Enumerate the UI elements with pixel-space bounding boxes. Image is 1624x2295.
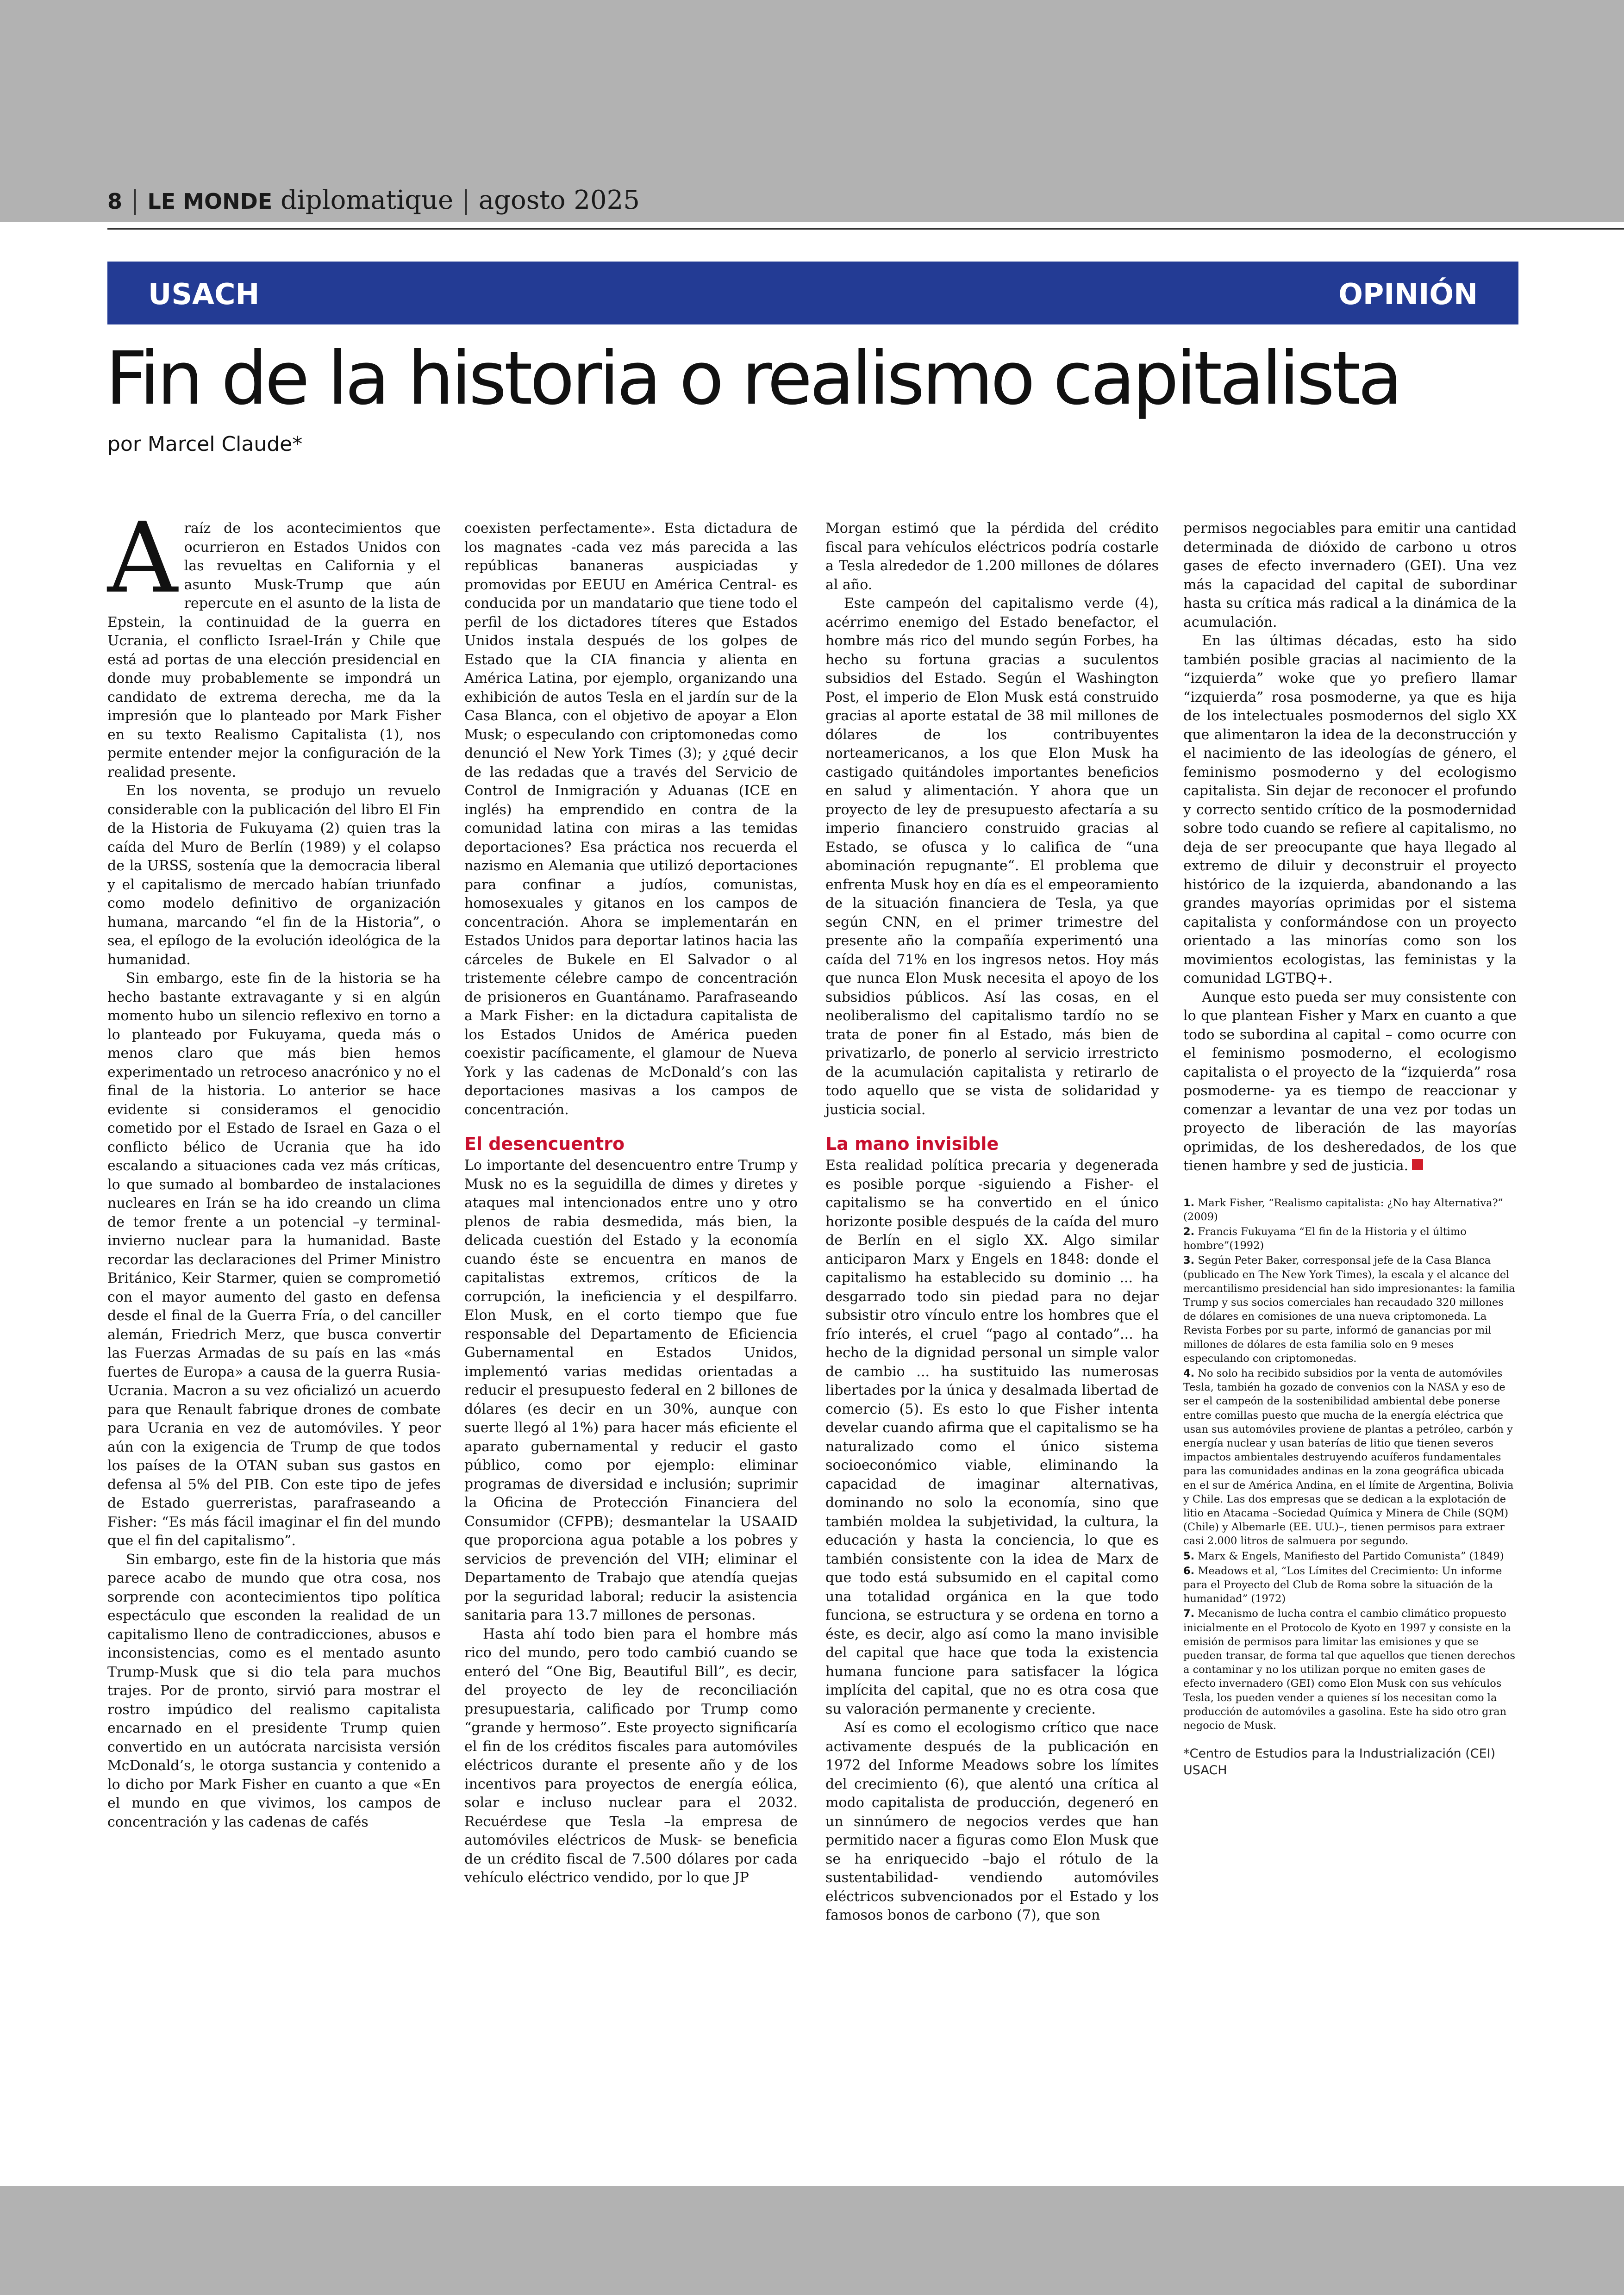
footnote: 4. No solo ha recibido subsidios por la venta de automóviles Tesla, también ha gozado de convenios con la NASA y eso de ser el campeón de la sostenibilidad ambiental debe ponerse entre comillas puesto que mucha de la energía eléctrica que usan sus automóviles proviene de plantas a petróleo, carbón y energía nuclear y usan baterías de litio que tienen severos impactos ambientales destruyendo acuíferos fundamentales para las comunidades andinas en la zona geográfica ubicada en el sur de América Andina, en el límite de Argentina, Bolivia y Chile. Las dos empresas que se dedican a la explotación de litio en Atacama –Sociedad Química y Minera de Chile (SQM) (Chile) y Albemarle (EE. UU.)–, tienen permisos para extraer casi 2.000 litros de salmuera por segundo.: [1183, 1367, 1514, 1547]
author-affiliation: *Centro de Estudios para la Industrialización (CEI) USACH: [1183, 1746, 1496, 1778]
paragraph: Lo importante del desencuentro entre Trump y Musk no es la seguidilla de dimes y diretes y ataques mal intencionados entre uno y otro plenos de rabia desmedida, más bien, la delicada cuestión del Estado y la economía cuando éste se encuentra en manos de capitalistas extremos, críticos de la corrupción, la ineficiencia y el despilfarro. Elon Musk, en el corto tiempo que fue responsable del Departamento de Eficiencia Gubernamental en Estados Unidos, implementó varias medidas orientadas a reducir el presupuesto federal en 2 billones de dólares (es decir en un 30%, aunque con suerte llegó al 1%) para hacer más eficiente el aparato gubernamental y reducir el gasto público, como por ejemplo: eliminar programas de diversidad e inclusión; suprimir la Oficina de Protección Financiera del Consumidor (CFPB); desmantelar la USAAID que proporciona agua potable a los pobres y servicios de prevención del VIH; eliminar el Departamento de Trabajo que atendía quejas por la seguridad laboral; reducir la asistencia sanitaria para 13.7 millones de personas.: [464, 1157, 798, 1623]
publication-subname: diplomatique: [281, 185, 454, 215]
column-1: [107, 501, 441, 1832]
paragraph: Este campeón del capitalismo verde (4), acérrimo enemigo del Estado benefactor, el hombre más rico del mundo según Forbes, ha hecho su fortuna gracias a suculentos subsidios del Estado. Según el Washington Post, el imperio de Elon Musk está construido gracias al aporte estatal de 38 mil millones de dólares de los contribuyentes norteamericanos, a los que Elon Musk ha castigado quitándoles importantes beneficios en salud y alimentación. Y ahora que un proyecto de ley de presupuesto afectaría a su imperio financiero construido gracias al Estado, se ofusca y lo califica de “una abominación repugnante“. El problema que enfrenta Musk hoy en día es el empeoramiento de la situación financiera de Tesla, ya que según CNN, en el primer trimestre del presente año la compañía experimentó una caída del 71% en los ingresos netos. Hoy más que nunca Elon Musk necesita el apoyo de los subsidios públicos. Así las cosas, en el neoliberalismo del capitalismo tardío no se trata de poner fin al Estado, más bien de privatizarlo, de ponerlo al servicio irrestricto de la acumulación capitalista y retirarlo de todo aquello que se vista de solidaridad y justicia social.: [825, 595, 1159, 1118]
publication-brand: LE MONDE: [147, 189, 273, 214]
paragraph: Morgan estimó que la pérdida del crédito fiscal para vehículos eléctricos podría costarle a Tesla alrededor de 1.200 millones de dólares al año.: [825, 520, 1159, 593]
column-4: [1183, 519, 1517, 1779]
footnote: 2. Francis Fukuyama “El fin de la Historia y el último hombre”(1992): [1183, 1225, 1467, 1252]
byline: por Marcel Claude*: [107, 432, 303, 456]
header-rule: [107, 228, 1624, 230]
paragraph: Esta realidad política precaria y degenerada es posible porque -siguiendo a Fisher- el capitalismo se ha convertido en el único horizonte posible después de la caída del muro de Berlín en el siglo XX. Algo similar anticiparon Marx y Engels en 1848: donde el capitalismo ha establecido su dominio ... ha desgarrado todo sin piedad para no dejar subsistir otro vínculo entre los hombres que el frío interés, el cruel “pago al contado”... ha hecho de la dignidad personal un simple valor de cambio ... ha sustituido las numerosas libertades por la única y desalmada libertad de comercio (5). Es esto lo que Fisher intenta develar cuando afirma que el capitalismo se ha naturalizado como el único sistema socioeconómico viable, eliminando la capacidad de imaginar alternativas, dominando no solo la economía, sino que también moldea la subjetividad, la cultura, la educación y hasta la conciencia, lo que es también consistente con la idea de Marx de que todo está subsumido en el capital como una totalidad orgánica en la que todo funciona, se estructura y se ordena en torno a éste, es decir, algo así como la mano invisible del capital que hace que toda la existencia humana funcione para satisfacer la lógica implícita del capital, que no es otra cosa que su valoración permanente y creciente.: [825, 1157, 1159, 1717]
footnotes: [1183, 1196, 1517, 1733]
paragraph: raíz de los acontecimientos que ocurrieron en Estados Unidos con las revueltas en California y el asunto Musk-Trump que aún repercute en el asunto de la lista de Epstein, la continuidad de la guerra en Ucrania, el conflicto Israel-Irán y Chile que está ad portas de una elección presidencial en donde muy probablemente se impondrá un candidato de extrema derecha, me da la impresión que lo planteado por Mark Fisher en su texto Realismo Capitalista (1), nos permite entender mejor la configuración de la realidad presente.: [107, 520, 441, 780]
paragraph: Hasta ahí todo bien para el hombre más rico del mundo, pero todo cambió cuando se enteró del “One Big, Beautiful Bill”, es decir, del proyecto de ley de reconciliación presupuestaria, calificado por Trump como “grande y hermoso”. Este proyecto significaría el fin de los créditos fiscales para automóviles eléctricos durante el presente año y de los incentivos para proyectos de energía eólica, solar e incluso nuclear para el 2032. Recuérdese que Tesla –la empresa de automóviles eléctricos de Musk- se beneficia de un crédito fiscal de 7.500 dólares por cada vehículo eléctrico vendido, por lo que JP: [464, 1626, 798, 1886]
paragraph-final-text: Aunque esto pueda ser muy consistente con lo que plantean Fisher y Marx en cuanto a que todo se subordina al capital – como ocurre con el feminismo posmoderno, el ecologismo capitalista o el proyecto de la “izquierda” rosa posmoderne- ya es tiempo de reaccionar y comenzar a levantar de una vez por todas un proyecto de liberación de las mayorías oprimidas, de los desheredados, de los que tienen hambre y sed de justicia.: [1183, 989, 1517, 1174]
banner-section-left: USACH: [148, 277, 260, 311]
subheading-desencuentro: El desencuentro: [464, 1134, 625, 1154]
paragraph: Así es como el ecologismo crítico que nace activamente después de la publicación en 1972 del Informe Meadows sobre los límites del crecimiento (6), que alentó una crítica al modo capitalista de producción, degeneró en un sinnúmero de negocios verdes que han permitido nacer a figuras como Elon Musk que se ha enriquecido –bajo el rótulo de la sustentabilidad- vendiendo automóviles eléctricos subvencionados por el Estado y los famosos bonos de carbono (7), que son: [825, 1720, 1159, 1923]
paragraph: En los noventa, se produjo un revuelo considerable con la publicación del libro El Fin de la Historia de Fukuyama (2) quien tras la caída del Muro de Berlín (1989) y el colapso de la URSS, sostenía que la democracia liberal y el capitalismo de mercado habían triunfado como modelo definitivo de organización humana, marcando “el fin de la Historia”, o sea, el epílogo de la evolución ideológica de la humanidad.: [107, 783, 441, 968]
footnote: 1. Mark Fisher, “Realismo capitalista: ¿No hay Alternativa?” (2009): [1183, 1197, 1504, 1223]
paragraph: Sin embargo, este fin de la historia se ha hecho bastante extravagante y si en algún momento hubo un silencio reflexivo en torno a lo planteado por Fukuyama, queda más o menos claro que más bien hemos experimentado un retroceso anacrónico y no el final de la historia. Lo anterior se hace evidente si consideramos el genocidio cometido por el Estado de Israel en Gaza o el conflicto bélico de Ucrania que ha ido escalando a situaciones cada vez más críticas, lo que sumado al bombardeo de instalaciones nucleares en Irán se ha ido creando un clima de temor frente a un potencial –y terminal- invierno nuclear para la humanidad. Baste recordar las declaraciones del Primer Ministro Británico, Keir Starmer, quien se comprometió con el mayor aumento del gasto en defensa desde el final de la Guerra Fría, o del canciller alemán, Friedrich Merz, que busca convertir las Fuerzas Armadas de su país en las «más fuertes de Europa» a causa de la guerra Rusia-Ucrania. Macron a su vez oficializó un acuerdo para que Renault fabrique drones de combate para Ucrania en vez de automóviles. Y peor aún con la exigencia de Trump de que todos los países de la OTAN suban sus gastos en defensa al 5% del PIB. Con este tipo de jefes de Estado guerreristas, parafraseando a Fisher: “Es más fácil imaginar el fin del mundo que el fin del capitalismo”.: [107, 970, 441, 1549]
drop-cap: A: [107, 501, 178, 615]
paragraph: permisos negociables para emitir una cantidad determinada de dióxido de carbono u otros gases de efecto invernadero (GEI). Una vez más la capacidad del capital de subordinar hasta su crítica más radical a la dinámica de la acumulación.: [1183, 520, 1517, 630]
column-2: [464, 519, 798, 1888]
footnote: 3. Según Peter Baker, corresponsal jefe de la Casa Blanca (publicado en The New York Times), la escala y el alcance del mercantilismo presidencial han sido impresionantes: la familia Trump y sus socios comerciales han recaudado 320 millones de dólares en comisiones de una nueva criptomoneda. La Revista Forbes por su parte, informó de ganancias por mil millones de dólares de esta familia solo en 9 meses especulando con criptomonedas.: [1183, 1254, 1515, 1365]
section-banner: [107, 262, 1518, 324]
banner-section-right: OPINIÓN: [1338, 277, 1478, 311]
article-title: Fin de la historia o realismo capitalista: [106, 336, 1400, 421]
column-3: [825, 519, 1159, 1925]
page-number: 8: [107, 189, 123, 214]
paragraph: coexisten perfectamente». Esta dictadura de los magnates -cada vez más parecida a las repúblicas bananeras auspiciadas y promovidas por EEUU en América Central- es conducida por un mandatario que tiene todo el perfil de los dictadores títeres que Estados Unidos instala después de los golpes de Estado que la CIA financia y alienta en América Latina, por ejemplo, organizando una exhibición de autos Tesla en el jardín sur de la Casa Blanca, con el objetivo de apoyar a Elon Musk; o especulando con criptomonedas como denunció el New York Times (3); y ¿qué decir de las redadas que a través del Servicio de Control de Inmigración y Aduanas (ICE en inglés) ha emprendido en contra de la comunidad latina con miras a las temidas deportaciones? Esa práctica nos recuerda el nazismo en Alemania que utilizó deportaciones para confinar a judíos, comunistas, homosexuales y gitanos en los campos de concentración. Ahora se implementarán en Estados Unidos para deportar latinos hacia las cárceles de Bukele en El Salvador o al tristemente célebre campo de concentración de prisioneros en Guantánamo. Parafraseando a Mark Fisher: en la dictadura capitalista de los Estados Unidos de América pueden coexistir pacíficamente, el glamour de Nueva York y las cadenas de McDonald’s con las deportaciones masivas a los campos de concentración.: [464, 520, 798, 1118]
paragraph-final: [1183, 988, 1517, 1176]
footnote: 6. Meadows et al, “Los Límites del Crecimiento: Un informe para el Proyecto del Club de Roma sobre la situación de la humanidad” (1972): [1183, 1565, 1502, 1605]
footnote: 7. Mecanismo de lucha contra el cambio climático propuesto inicialmente en el Protocolo de Kyoto en 1997 y consiste en la emisión de permisos para limitar las emisiones y que se pueden transar, de forma tal que aquellos que tienen derechos a contaminar y no los utilizan porque no emiten gases de efecto invernadero (GEI) como Elon Musk con sus vehículos Tesla, los pueden vender a quienes sí los necesitan como la producción de automóviles a gasolina. Este ha sido otro gran negocio de Musk.: [1183, 1608, 1515, 1732]
issue-date: agosto 2025: [478, 185, 640, 215]
subheading-mano-invisible: La mano invisible: [825, 1134, 999, 1154]
paragraph: En las últimas décadas, esto ha sido también posible gracias al nacimiento de la “izquierda” woke que yo prefiero llamar “izquierda” rosa posmoderne, ya que es hija de los intelectuales posmodernos del siglo XX que alimentaron la idea de la deconstrucción y el nacimiento de las ideologías de género, el feminismo posmoderno y del ecologismo capitalista. Sin dejar de reconocer el profundo y correcto sentido crítico de la posmodernidad sobre todo cuando se refiere al capitalismo, no deja de ser preocupante que haya llegado al extremo de diluir y deconstruir el proyecto histórico de la izquierda, abandonando a las grandes mayorías oprimidas por el sistema capitalista y conformándose con un proyecto orientado a las minorías como son los movimientos ecologistas, las feministas y la comunidad LGTBQ+.: [1183, 633, 1517, 986]
end-mark-icon: [1412, 1159, 1423, 1170]
running-head: 8 | LE MONDE diplomatique | agosto 2025: [107, 185, 640, 215]
footnote: 5. Marx & Engels, Manifiesto del Partido Comunista” (1849): [1183, 1550, 1504, 1562]
paragraph: Sin embargo, este fin de la historia que más parece acabo de mundo que otra cosa, nos sorprende con acontecimientos tipo política espectáculo que esconden la realidad de un capitalismo lleno de contradicciones, abusos e inconsistencias, como es el mentado asunto Trump-Musk que si dio tela para muchos trajes. Por de pronto, sirvió para mostrar el rostro impúdico del realismo capitalista encarnado en el presidente Trump quien convertido en un autócrata narcisista versión McDonald’s, le otorga sustancia y contenido a lo dicho por Mark Fisher en cuanto a que «En el mundo en que vivimos, los campos de concentración y las cadenas de cafés: [107, 1551, 441, 1830]
